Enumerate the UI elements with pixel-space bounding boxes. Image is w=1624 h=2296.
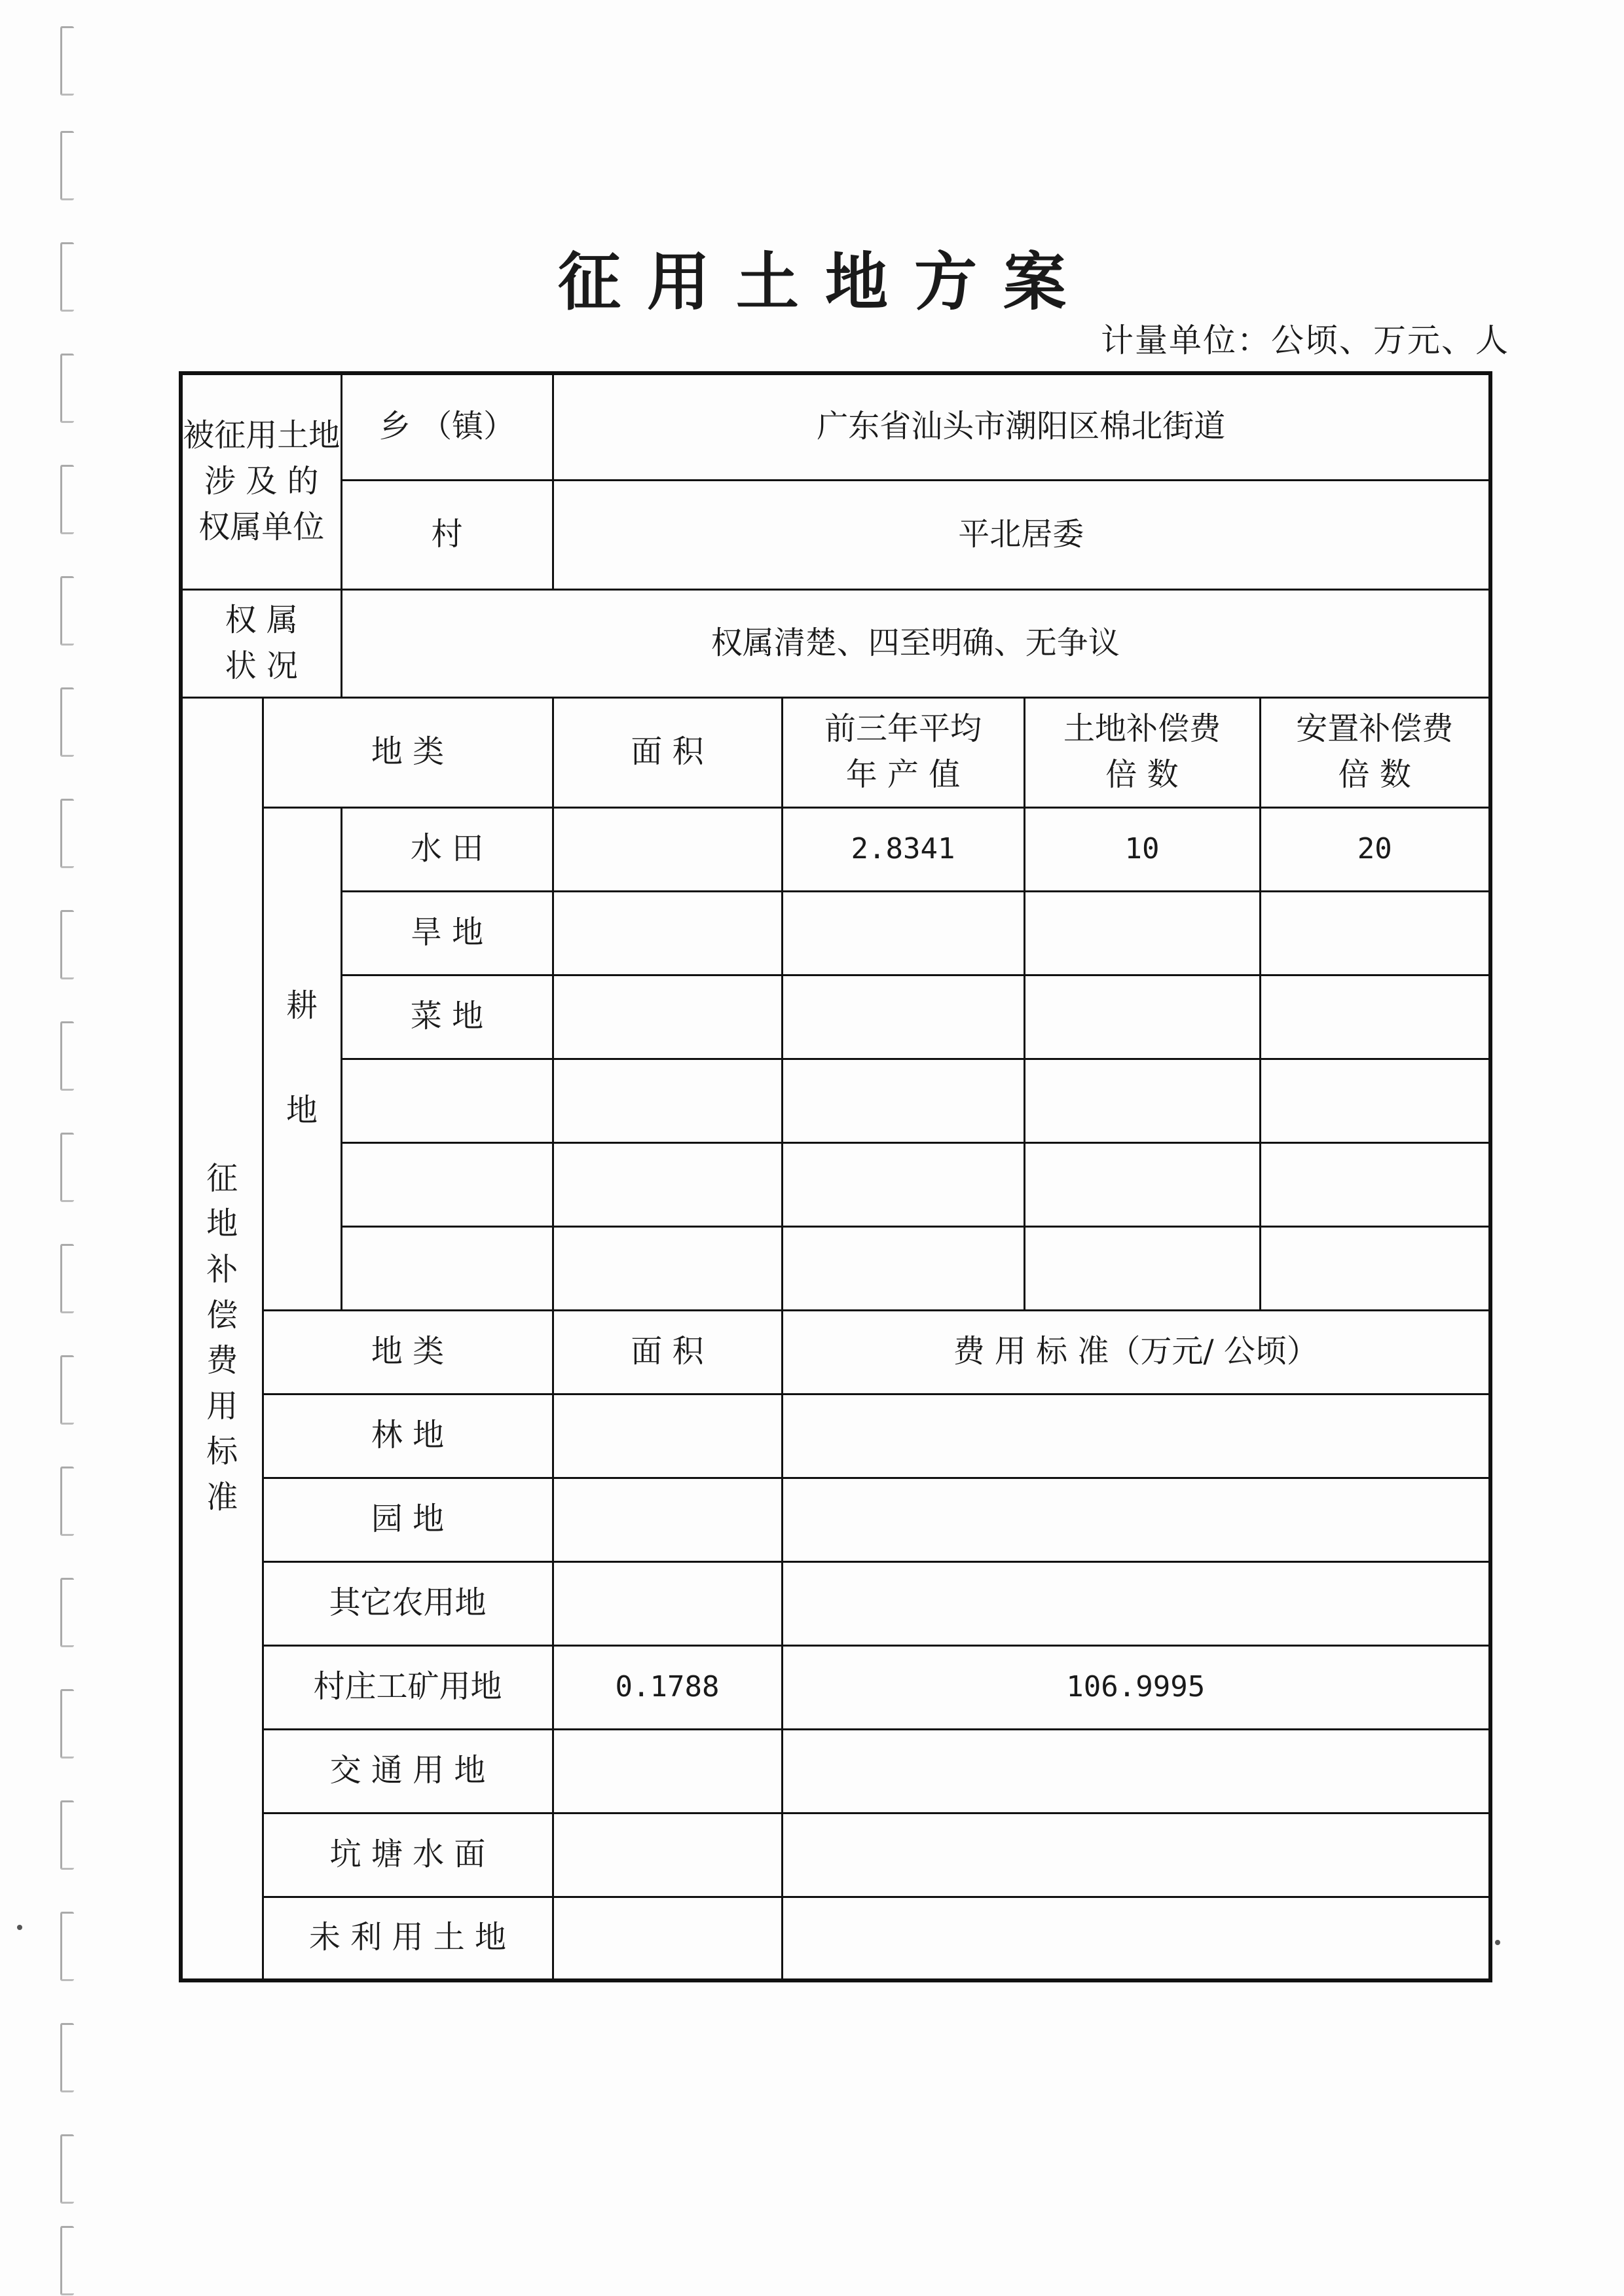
other-fee-cell [782,1729,1490,1813]
arable-type-cell: 菜 地 [341,975,553,1059]
ownership-status-label: 权 属 状 况 [181,589,341,697]
arable-land-multiple-cell [1024,1059,1260,1142]
arable-area-cell [553,1226,782,1310]
header-land-type: 地 类 [263,697,553,807]
arable-resettle-multiple-cell [1260,1142,1490,1226]
arable-land-multiple-cell [1024,1142,1260,1226]
page-title: 征用土地方案 [558,245,1092,319]
arable-resettle-multiple-cell [1260,975,1490,1059]
village-value: 平北居委 [553,480,1490,589]
arable-avg-output-cell: 2.8341 [782,807,1024,891]
arable-avg-output-cell [782,1226,1024,1310]
other-area-cell [553,1729,782,1813]
arable-avg-output-cell [782,1059,1024,1142]
header-resettle-multiple: 安置补偿费 倍 数 [1260,697,1490,807]
table-row [181,1813,1490,1897]
ownership-units-label: 被征用土地 涉 及 的 权属单位 [181,373,341,589]
other-type-cell: 交 通 用 地 [263,1729,553,1813]
arable-type-cell [341,1226,553,1310]
table-row [181,1142,1490,1226]
other-area-cell [553,1394,782,1478]
compensation-side-label: 征 地 补 偿 费 用 标 准 [181,697,263,1980]
arable-land-multiple-cell: 10 [1024,807,1260,891]
other-fee-cell [782,1897,1490,1980]
header-avg-output: 前三年平均 年 产 值 [782,697,1024,807]
arable-avg-output-cell [782,1142,1024,1226]
arable-land-multiple-cell [1024,891,1260,975]
other-header-land-type: 地 类 [263,1310,553,1394]
land-acquisition-table [179,371,1492,1982]
table-row [181,891,1490,975]
other-fee-cell [782,1561,1490,1645]
arable-type-cell [341,1142,553,1226]
header-land-multiple: 土地补偿费 倍 数 [1024,697,1260,807]
table-row [181,1561,1490,1645]
other-header-area: 面 积 [553,1310,782,1394]
arable-type-cell [341,1059,553,1142]
header-area: 面 积 [553,697,782,807]
table-row [181,807,1490,891]
scan-speck [17,1925,22,1930]
table-row [181,1059,1490,1142]
other-type-cell: 林 地 [263,1394,553,1478]
village-label: 村 [341,480,553,589]
arable-type-cell: 水 田 [341,807,553,891]
other-area-cell [553,1813,782,1897]
arable-group-label: 耕 地 [263,807,341,1310]
arable-resettle-multiple-cell [1260,1226,1490,1310]
other-fee-cell [782,1478,1490,1561]
arable-avg-output-cell [782,975,1024,1059]
arable-area-cell [553,1142,782,1226]
other-fee-cell: 106.9995 [782,1645,1490,1729]
township-label: 乡 （镇） [341,373,553,480]
arable-area-cell [553,891,782,975]
table-row [181,1645,1490,1729]
arable-avg-output-cell [782,891,1024,975]
arable-land-multiple-cell [1024,975,1260,1059]
arable-area-cell [553,975,782,1059]
township-value: 广东省汕头市潮阳区棉北街道 [553,373,1490,480]
ownership-status-value: 权属清楚、四至明确、无争议 [341,589,1490,697]
arable-area-cell [553,807,782,891]
table-row [181,1897,1490,1980]
other-type-cell: 坑 塘 水 面 [263,1813,553,1897]
table-row [181,1394,1490,1478]
other-type-cell: 未 利 用 土 地 [263,1897,553,1980]
scan-speck [1495,1940,1500,1945]
other-fee-cell [782,1813,1490,1897]
arable-area-cell [553,1059,782,1142]
binding-margin [0,0,92,2296]
table-row [181,975,1490,1059]
table-row [181,1226,1490,1310]
other-type-cell: 园 地 [263,1478,553,1561]
other-type-cell: 其它农用地 [263,1561,553,1645]
table-row [181,1729,1490,1813]
arable-resettle-multiple-cell [1260,891,1490,975]
arable-land-multiple-cell [1024,1226,1260,1310]
other-area-cell: 0.1788 [553,1645,782,1729]
arable-resettle-multiple-cell: 20 [1260,807,1490,891]
other-area-cell [553,1897,782,1980]
table-row [181,1478,1490,1561]
arable-type-cell: 旱 地 [341,891,553,975]
other-area-cell [553,1478,782,1561]
other-area-cell [553,1561,782,1645]
unit-label: 计量单位：公顷、万元、人 [1101,321,1509,359]
other-type-cell: 村庄工矿用地 [263,1645,553,1729]
other-header-fee-standard: 费 用 标 准（万元/ 公顷） [782,1310,1490,1394]
arable-resettle-multiple-cell [1260,1059,1490,1142]
other-fee-cell [782,1394,1490,1478]
